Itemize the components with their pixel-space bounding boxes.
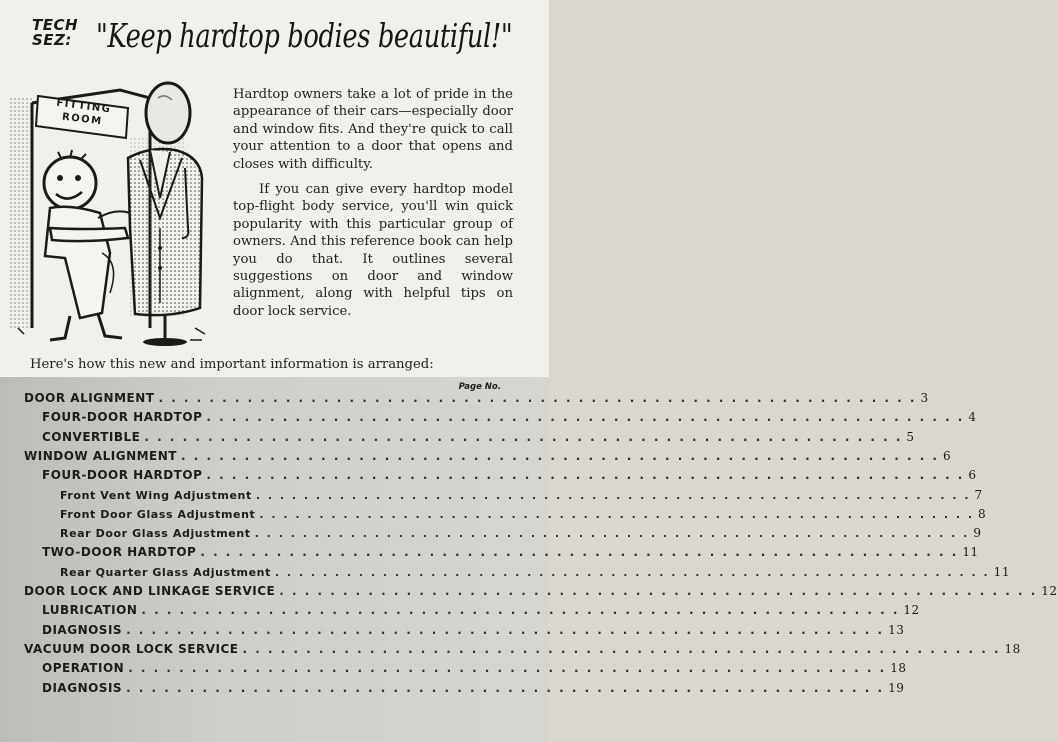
toc-entry-page: 12 bbox=[903, 603, 920, 618]
toc-page-header: Page No. bbox=[458, 382, 501, 392]
toc-entry bbox=[42, 661, 907, 679]
toc-entry-page: 5 bbox=[906, 429, 915, 444]
toc-entry-label: WINDOW ALIGNMENT bbox=[24, 448, 177, 463]
toc-entry bbox=[60, 506, 987, 525]
toc-entry-page: 18 bbox=[890, 661, 907, 676]
arranged-line: Here's how this new and important information is arranged: bbox=[30, 357, 434, 372]
toc-entry-page: 12 bbox=[1041, 584, 1058, 598]
toc-entry-page: 9 bbox=[973, 526, 982, 541]
intro-paragraph-1: Hardtop owners take a lot of pride in the appearance of their cars—especially door and window fits. And they're quick to call your attention to a door that opens and closes with difficulty. bbox=[233, 87, 513, 172]
toc-entry-label: VACUUM DOOR LOCK SERVICE bbox=[24, 641, 239, 656]
toc-leader-dots: . . . . . . . . . . . . . . . . . . . . . . . . . . . . . . . . . . . . . . . . . . . . . . . . . . . . . . . . . . . . bbox=[141, 603, 900, 618]
toc-leader-dots: . . . . . . . . . . . . . . . . . . . . . . . . . . . . . . . . . . . . . . . . . . . . . . . . . . . . . . . . . . . . bbox=[200, 545, 959, 560]
toc-entry bbox=[42, 603, 920, 621]
toc-entry-label: Rear Door Glass Adjustment bbox=[60, 527, 251, 541]
toc-entry-page: 11 bbox=[962, 545, 979, 560]
toc-entry bbox=[60, 564, 1011, 583]
toc-leader-dots: . . . . . . . . . . . . . . . . . . . . . . . . . . . . . . . . . . . . . . . . . . . . . . . . . . . . . . . . . . . . bbox=[126, 680, 885, 695]
toc-entry-page: 13 bbox=[888, 622, 905, 637]
toc-entry-page: 3 bbox=[920, 391, 929, 405]
toc-entry-page: 4 bbox=[968, 410, 977, 425]
toc-entry-label: OPERATION bbox=[42, 661, 125, 676]
toc-entry-page: 6 bbox=[943, 448, 952, 463]
toc-entry bbox=[24, 584, 1058, 602]
intro-text bbox=[233, 86, 513, 328]
toc-leader-dots: . . . . . . . . . . . . . . . . . . . . . . . . . . . . . . . . . . . . . . . . . . . . . . . . . . . . . . . . . . . . bbox=[279, 584, 1038, 598]
toc-leader-dots: . . . . . . . . . . . . . . . . . . . . . . . . . . . . . . . . . . . . . . . . . . . . . . . . . . . . . . . . . . . . bbox=[259, 507, 975, 521]
tech-sez-tag: TECH SEZ: bbox=[32, 16, 79, 49]
toc-entry-label: DOOR ALIGNMENT bbox=[24, 391, 155, 405]
toc-entry-label: Front Door Glass Adjustment bbox=[60, 507, 256, 521]
toc-entry-label: TWO-DOOR HARDTOP bbox=[42, 545, 197, 560]
toc-leader-dots: . . . . . . . . . . . . . . . . . . . . . . . . . . . . . . . . . . . . . . . . . . . . . . . . . . . . . . . . . . . . bbox=[242, 641, 1001, 656]
toc-entry bbox=[24, 391, 929, 409]
intro-paragraph-2: If you can give every hardtop model top-flight body service, you'll win quick popularity with this particular group of owners. And this reference book can help you do that. It outlines several suggestions on door and window alignment, along with helpful tips on door lock service. bbox=[233, 182, 513, 319]
toc-leader-dots: . . . . . . . . . . . . . . . . . . . . . . . . . . . . . . . . . . . . . . . . . . . . . . . . . . . . . . . . . . . . bbox=[274, 565, 990, 579]
toc-leader-dots: . . . . . . . . . . . . . . . . . . . . . . . . . . . . . . . . . . . . . . . . . . . . . . . . . . . . . . . . . . . . bbox=[144, 429, 903, 444]
toc-entry-page: 11 bbox=[993, 564, 1011, 579]
toc-leader-dots: . . . . . . . . . . . . . . . . . . . . . . . . . . . . . . . . . . . . . . . . . . . . . . . . . . . . . . . . . . . . bbox=[128, 661, 887, 676]
toc-leader-dots: . . . . . . . . . . . . . . . . . . . . . . . . . . . . . . . . . . . . . . . . . . . . . . . . . . . . . . . . . . . . bbox=[206, 410, 965, 425]
toc-entry-label: DIAGNOSIS bbox=[42, 622, 123, 637]
toc-entry-label: Front Vent Wing Adjustment bbox=[60, 488, 252, 502]
toc-entry-page: 18 bbox=[1004, 641, 1021, 656]
fitting-room-sign-text: FITTING ROOM bbox=[55, 97, 112, 128]
toc-entry-page: 19 bbox=[888, 680, 905, 695]
toc-entry-page: 8 bbox=[978, 506, 987, 521]
toc-entry-page: 7 bbox=[974, 487, 983, 502]
toc-entry-page: 6 bbox=[968, 468, 977, 483]
toc-leader-dots: . . . . . . . . . . . . . . . . . . . . . . . . . . . . . . . . . . . . . . . . . . . . . . . . . . . . . . . . . . . . bbox=[180, 448, 939, 463]
toc-entry-label: FOUR-DOOR HARDTOP bbox=[42, 468, 203, 483]
fitting-room-illustration bbox=[10, 78, 225, 348]
toc-leader-dots: . . . . . . . . . . . . . . . . . . . . . . . . . . . . . . . . . . . . . . . . . . . . . . . . . . . . . . . . . . . . bbox=[255, 488, 971, 502]
toc-leader-dots: . . . . . . . . . . . . . . . . . . . . . . . . . . . . . . . . . . . . . . . . . . . . . . . . . . . . . . . . . . . . bbox=[126, 622, 885, 637]
toc-entry bbox=[60, 526, 982, 544]
toc-leader-dots: . . . . . . . . . . . . . . . . . . . . . . . . . . . . . . . . . . . . . . . . . . . . . . . . . . . . . . . . . . . . bbox=[158, 391, 917, 405]
page-headline: "Keep hardtop bodies beautiful!" bbox=[96, 16, 513, 55]
toc-entry bbox=[24, 641, 1021, 660]
toc-leader-dots: . . . . . . . . . . . . . . . . . . . . . . . . . . . . . . . . . . . . . . . . . . . . . . . . . . . . . . . . . . . . bbox=[254, 527, 970, 541]
toc-entry bbox=[24, 448, 952, 467]
toc-entry-label: CONVERTIBLE bbox=[42, 429, 141, 444]
toc-entry-label: LUBRICATION bbox=[42, 603, 138, 618]
toc-entry-label: DIAGNOSIS bbox=[42, 680, 123, 695]
toc-entry bbox=[60, 487, 983, 506]
toc-entry bbox=[42, 680, 905, 699]
toc-entry bbox=[42, 622, 905, 641]
toc-entry-label: Rear Quarter Glass Adjustment bbox=[60, 565, 271, 579]
toc-entry-label: FOUR-DOOR HARDTOP bbox=[42, 410, 203, 425]
title-row bbox=[26, 14, 536, 74]
toc-entry bbox=[42, 468, 977, 486]
toc-leader-dots: . . . . . . . . . . . . . . . . . . . . . . . . . . . . . . . . . . . . . . . . . . . . . . . . . . . . . . . . . . . . bbox=[206, 468, 965, 483]
toc-entry bbox=[42, 429, 915, 448]
toc-entry bbox=[42, 545, 979, 563]
toc-entry-label: DOOR LOCK AND LINKAGE SERVICE bbox=[24, 584, 276, 598]
toc-entry bbox=[42, 410, 977, 428]
